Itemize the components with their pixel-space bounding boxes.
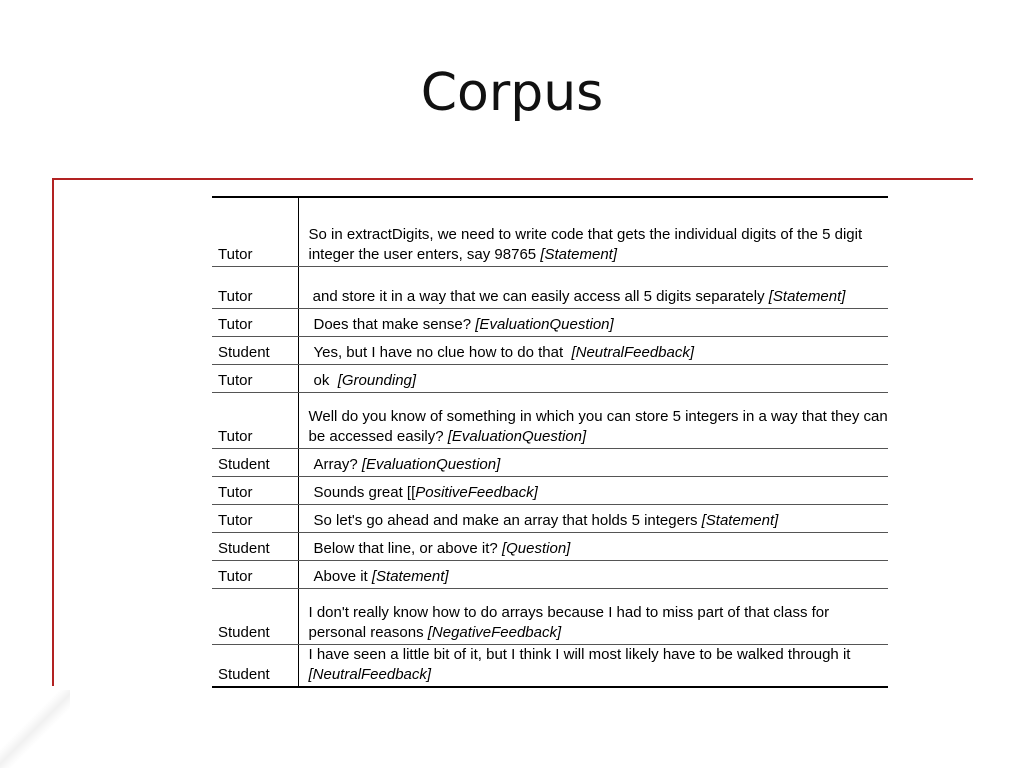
table-row [212,532,888,560]
speaker-cell: Student [212,336,298,364]
dialogue-act-tag: [EvaluationQuestion] [475,315,614,333]
dialogue-act-tag: [Statement] [768,287,846,305]
utterance-text: Does that make sense? [313,315,476,333]
speaker-cell: Tutor [212,197,298,266]
frame-top-border [52,178,973,180]
table-row [212,336,888,364]
utterance-cell [298,308,888,336]
speaker-cell: Tutor [212,364,298,392]
dialogue-act-tag: [Question] [501,539,571,557]
dialogue-act-tag: [NeutralFeedback] [308,665,432,683]
frame-left-border [52,178,54,686]
utterance-cell [298,588,888,644]
table-row [212,504,888,532]
table-row [212,364,888,392]
speaker-cell: Tutor [212,504,298,532]
slide-title: Corpus [420,63,604,123]
utterance-cell [298,392,892,448]
speaker-cell: Tutor [212,476,298,504]
utterance-text: I have seen a little bit of it, but I think I will most likely have to be walked through it [308,645,855,663]
utterance-cell [298,336,888,364]
table-row [212,560,888,588]
table-row [212,588,888,644]
utterance-cell [298,364,888,392]
table-row [212,266,888,308]
dialogue-act-tag: [Grounding] [337,371,417,389]
dialogue-act-tag: [NegativeFeedback] [427,623,562,641]
utterance-cell [298,560,888,588]
utterance-text: Sounds great [[ [313,483,416,501]
dialogue-act-tag: PositiveFeedback] [415,483,538,501]
utterance-cell [298,476,888,504]
dialogue-act-tag: [EvaluationQuestion] [361,455,501,473]
table-row [212,644,888,687]
corpus-dialogue-table [212,196,892,688]
speaker-cell: Tutor [212,266,298,308]
utterance-text: Above it [313,567,372,585]
utterance-text: and store it in a way that we can easily access all 5 digits separately [308,287,769,305]
speaker-cell: Tutor [212,308,298,336]
utterance-text: So in extractDigits, we need to write code that gets the individual digits of the 5 digit integer the user enters, say 98765 [308,225,867,263]
table-row [212,476,888,504]
table-row [212,197,888,266]
utterance-text: Below that line, or above it? [313,539,502,557]
utterance-cell [298,448,888,476]
dialogue-act-tag: [Statement] [540,245,618,263]
dialogue-act-tag: [Statement] [701,511,779,529]
table-row [212,308,888,336]
utterance-cell [298,644,888,687]
utterance-text: ok [313,371,338,389]
dialogue-body [212,197,892,687]
speaker-cell: Tutor [212,392,298,448]
dialogue-act-tag: [EvaluationQuestion] [447,427,587,445]
utterance-cell [298,532,888,560]
speaker-cell: Student [212,644,298,687]
dialogue-act-tag: [NeutralFeedback] [571,343,695,361]
table-row [212,448,888,476]
speaker-cell: Student [212,532,298,560]
speaker-cell: Student [212,448,298,476]
utterance-text: Yes, but I have no clue how to do that [313,343,572,361]
corner-decoration [0,690,70,768]
utterance-text: So let's go ahead and make an array that holds 5 integers [313,511,702,529]
utterance-cell [298,197,888,266]
utterance-cell [298,266,888,308]
utterance-text: Well do you know of something in which you can store 5 integers in a way that they can be accessed easily? [308,407,892,445]
speaker-cell: Tutor [212,560,298,588]
speaker-cell: Student [212,588,298,644]
utterance-cell [298,504,888,532]
utterance-text: I don't really know how to do arrays because I had to miss part of that class for personal reasons [308,603,834,641]
table-row [212,392,888,448]
utterance-text: Array? [313,455,362,473]
dialogue-act-tag: [Statement] [371,567,449,585]
